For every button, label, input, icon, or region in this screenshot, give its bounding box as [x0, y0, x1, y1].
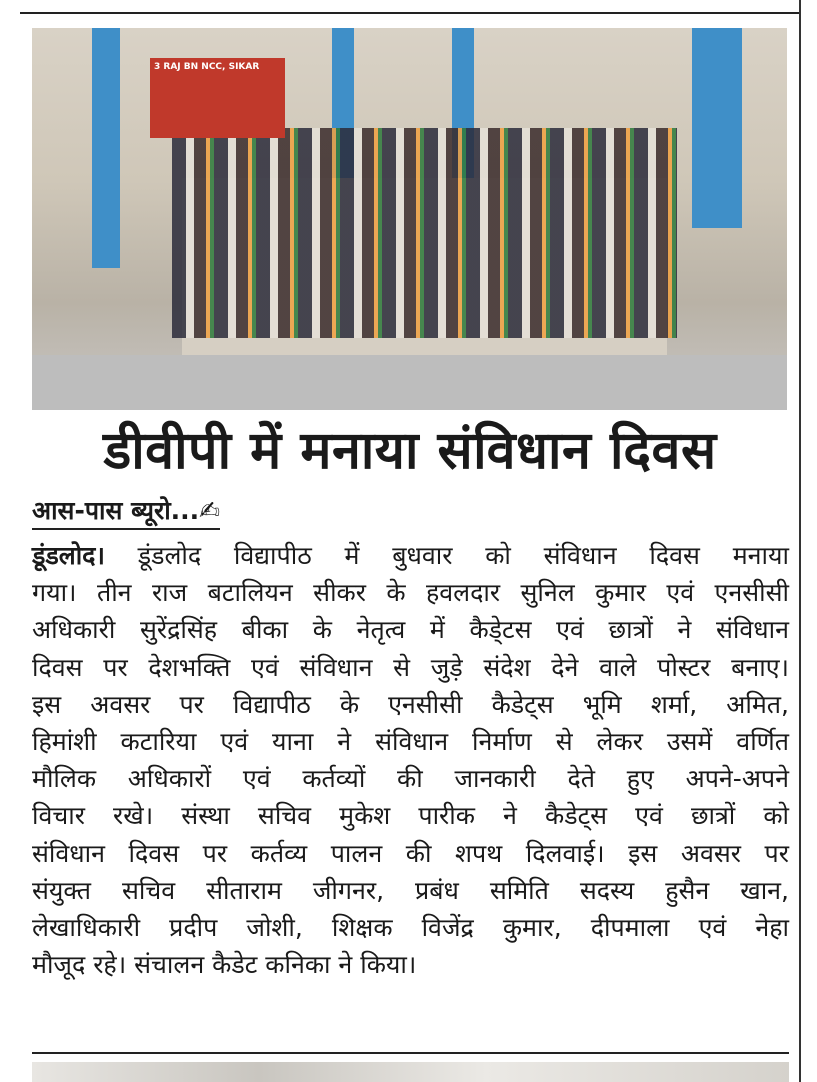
photo-pillar [692, 28, 742, 228]
article-line [32, 537, 789, 574]
byline: आस-पास ब्यूरो...✍ [32, 494, 220, 530]
article-line: मौजूद रहे। संचालन कैडेट कनिका ने किया। [32, 950, 417, 980]
article-line: दिवस पर देशभक्ति एवं संविधान से जुड़े संदेश देने वाले पोस्टर बनाए। [32, 652, 789, 682]
photo-pillar [92, 28, 120, 268]
bottom-rule [32, 1052, 789, 1054]
next-article-photo [32, 1062, 789, 1082]
top-rule [20, 12, 800, 14]
headline: डीवीपी में मनाया संविधान दिवस [103, 421, 717, 481]
article-line: अधिकारी सुरेंद्रसिंह बीका के नेतृत्व में कैडे्टस एवं छात्रों ने संविधान [32, 615, 789, 645]
article-line: विचार रखे। संस्था सचिव मुकेश पारीक ने कैडेट्स एवं छात्रों को [32, 801, 789, 831]
article-line: लेखाधिकारी प्रदीप जोशी, शिक्षक विजेंद्र कुमार, दीपमाला एवं नेहा [32, 913, 789, 943]
article-text: डूंडलोद विद्यापीठ में बुधवार को संविधान दिवस मनाया [104, 541, 789, 570]
dateline: डूंडलोद। [32, 541, 105, 570]
photo-floor [32, 355, 787, 410]
article-line: संयुक्त सचिव सीताराम जीगनर, प्रबंध समिति सदस्य हुसैन खान, [32, 875, 789, 905]
column-rule [799, 0, 801, 1082]
article-line: संविधान दिवस पर कर्तव्य पालन की शपथ दिलवाई। इस अवसर पर [32, 838, 789, 868]
article-line: गया। तीन राज बटालियन सीकर के हवलदार सुनिल कुमार एवं एनसीसी [32, 578, 789, 608]
article-line: इस अवसर पर विद्यापीठ के एनसीसी कैडेट्स भूमि शर्मा, अमित, [32, 689, 789, 719]
article-line: मौलिक अधिकारों एवं कर्तव्यों की जानकारी देते हुए अपने-अपने [32, 764, 789, 794]
article-line: हिमांशी कटारिया एवं याना ने संविधान निर्माण से लेकर उसमें वर्णित [32, 727, 789, 757]
article-body [32, 537, 789, 983]
photo-banner: 3 RAJ BN NCC, SIKAR [150, 58, 285, 138]
photo-group-of-cadets [172, 128, 677, 338]
news-photo [32, 28, 787, 410]
